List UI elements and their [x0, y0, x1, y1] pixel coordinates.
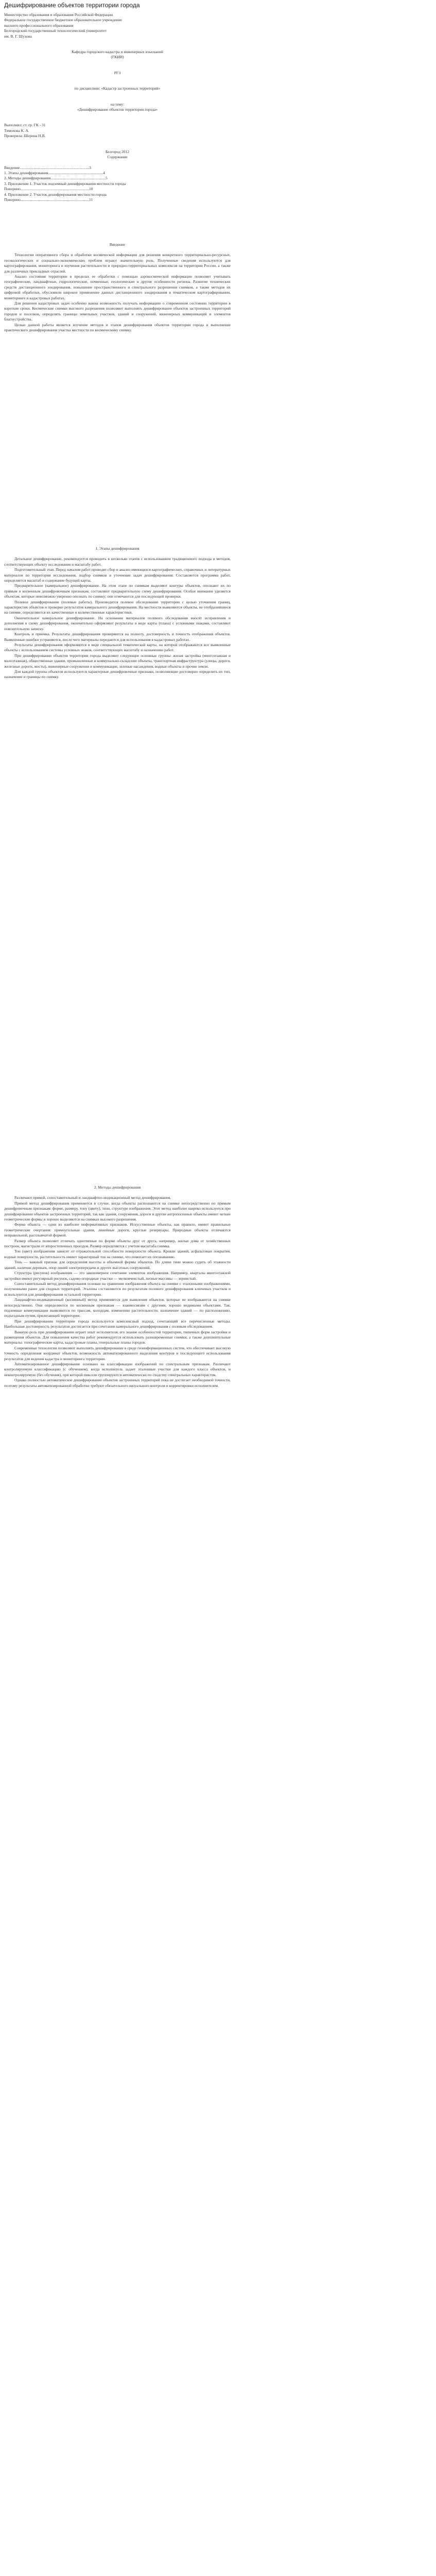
section-2-heading: 2. Методы дешифрирования: [94, 1185, 141, 1190]
section-1-paragraph: Полевое дешифрирование (полевые работы). Производится полевое обследование территории с целью уточнения границ, характеристик объектов и проверки результатов камерального дешифрирования. На местности выявляются объекты, не отобразившиеся на снимке, определяются их качественные и количественные характеристики.: [4, 599, 231, 615]
toc-item: 2. Методы дешифрирования.........................................................5: [4, 176, 108, 181]
section-2-paragraph: Прямой метод дешифрирования применяется в случае, когда объекты распознаются на снимке непосредственно по прямым дешифровочным признакам: форме, размеру, тону (цвету), тени, структуре изображения. Этот метод наиболее широко используется при дешифрировании объектов застроенных территорий, так как здания, сооружения, дороги и другие антропогенные объекты имеют четкие геометрические формы и хорошо выделяются на снимках высокого разрешения.: [4, 1200, 231, 1222]
toc-item: 3. Приложение 1. Участок подземный дешифрирования местности города: [4, 181, 126, 186]
section-2-paragraph: Различают прямой, сопоставительный и ландшафтно-индикационный метод дешифрирования.: [14, 1195, 171, 1200]
section-1-heading: 1. Этапы дешифрирования: [95, 546, 139, 551]
section-2-paragraph: Структура (рисунок) изображения — это закономерное сочетание элементов изображения. Например, кварталы многоэтажной застройки имеют регулярный рисунок, садово-огородные участки — мелкоячеистый, лесные массивы — зернистый.: [4, 1270, 231, 1281]
intro-heading: Введение: [109, 242, 126, 247]
section-1-paragraph: При дешифрировании объектов территории города выделяют следующие основные группы: жилая застройка (многоэтажная и малоэтажная), общественные здания, промышленные и коммунально-складские объекты, транспортная инфраструктура (улицы, дороги, железные дороги, мосты), инженерные сооружения и коммуникации, зеленые насаждения, водные объекты и прочие земли.: [4, 653, 231, 669]
topic-name: «Дешифрирование объектов территории города»: [77, 107, 158, 112]
topic-label: на тему:: [110, 101, 125, 107]
author-group: Выполнил: ст. гр. ГК - 31: [4, 123, 46, 128]
section-1-paragraph: Окончательное камеральное дешифрирование. На основании материалов полевого обследования вносят исправления и дополнения в схему дешифрирования, окончательно оформляют результаты в виде карты (плана) с условными знаками, составляют пояснительную записку.: [4, 615, 231, 631]
department-name: Кафедра городского кадастра и инженерных изысканий: [72, 49, 163, 55]
section-2-paragraph: Форма объекта — один из наиболее информативных признаков. Искусственные объекты, как правило, имеют правильные геометрические очертания: прямоугольные здания, линейные дороги, круглые резервуары. Природные объекты отличаются неправильной, расплывчатой формой.: [4, 1222, 231, 1238]
section-methods: [4, 1185, 231, 1388]
section-1-paragraph: Детальное дешифрирование, рекомендуется проводить в несколько этапов с использованием традиционного подхода и методов, соответствующих объекту исследования и масштабу работ.: [4, 556, 231, 567]
toc-item: 4. Приложение 2. Участок дешифрирования местности города: [4, 192, 107, 197]
page-title: Дешифрирование объектов территории города: [4, 2, 140, 9]
section-2-paragraph: Ландшафтно-индикационный (косвенный) метод применяется для выявления объектов, которые не изображаются на снимке непосредственно. Они определяются по косвенным признакам — взаимосвязям с другими, хорошо видимыми объектами. Так, подземные коммуникации выявляются по трассам, колодцам, изменению растительности; назначение зданий — по расположению, подъездным путям, прилегающей территории.: [4, 1297, 231, 1318]
toc-item: Введение........................................................................3: [4, 165, 91, 170]
intro-paragraph: Технологии оперативного сбора и обработки космической информации для решения конкретного территориально-ресурсных, геоэкологических и социально-экономических проблем играют значительную роль. Полученные сведения используются для картографирования, мониторинга и изучения растительности и природно-территориальных комплексов на территории России, а также для различных прикладных отраслей.: [4, 252, 231, 274]
intro-paragraph: Целью данной работы является изучение методов и этапов дешифрирования объектов территории города и выполнение практического дешифрирования участка местности по космическому снимку.: [4, 322, 231, 333]
section-2-paragraph: Важную роль при дешифрировании играет опыт исполнителя, его знание особенностей территории, типичных форм застройки и размещения объектов. Для повышения качества работ рекомендуется использовать разновременные снимки, а также дополнительные материалы: топографические карты, кадастровые планы, генеральные планы городов.: [4, 1329, 231, 1345]
intro-paragraph: Анализ состояния территории в пределах ее обработки с помощью аэрокосмической информации позволяет учитывать географические, ландшафтные, гидрологические, почвенные, геологические и другие особенности региона. Развитие технических средств дистанционного зондирования, повышение пространственного и спектрального разрешения снимков, а также методов их цифровой обработки, обусловили широкое применение данных дистанционного зондирования в тематическом картографировании, мониторинге и кадастровых работах.: [4, 274, 231, 300]
toc-title: Содержание: [107, 155, 128, 160]
department-abbr: (ГКИИ): [111, 55, 124, 60]
intro-paragraph: Для решения кадастровых задач особенно важна возможность получать информацию о современном состоянии территории в короткие сроки. Космические снимки высокого разрешения позволяют выполнять дешифрирование объектов застроенных территорий городов и поселков, определять границы земельных участков, зданий и сооружений, инженерных коммуникаций и элементов благоустройства.: [4, 301, 231, 322]
section-2-paragraph: Сопоставительный метод дешифрирования основан на сравнении изображения объекта на снимке с эталонными изображениями, полученными ранее для сходных территорий. Эталоны составляются по результатам полевого дешифрирования ключевых участков и используются для дешифрирования остальной территории.: [4, 1281, 231, 1297]
table-of-contents: [4, 165, 231, 203]
author-name: Тимохова К. А.: [4, 128, 29, 133]
introduction-section: [4, 242, 231, 333]
city-year: Белгород 2012: [106, 149, 129, 154]
section-1-paragraph: Результаты дешифрирования оформляются в виде специальной тематической карты, на которой отображаются все выявленные объекты с использованием системы условных знаков, соответствующих масштабу и назначению работ.: [4, 642, 231, 653]
discipline: по дисциплине: «Кадастр застроенных территорий»: [74, 86, 161, 91]
reviewer-name: Проверила: Шерина Н.В.: [4, 133, 46, 139]
document-type: РГЗ: [114, 70, 121, 75]
section-2-paragraph: Автоматизированное дешифрирование основано на классификации изображений по спектральным признакам. Различают контролируемую классификацию (с обучением), когда исполнитель задает эталонные участки для каждого класса объектов, и неконтролируемую (без обучения), при которой пиксели группируются автоматически по сходству спектральных характеристик.: [4, 1362, 231, 1377]
section-1-paragraph: Для каждой группы объектов используются характерные дешифровочные признаки, позволяющие достоверно определить их тип, назначение и границы по снимку.: [4, 669, 231, 680]
section-stages: [4, 546, 231, 680]
section-2-paragraph: Тон (цвет) изображения зависит от отражательной способности поверхности объекта. Кровли зданий, асфальтовые покрытия, водные поверхности, растительность имеют характерный тон на снимке, что помогает их опознаванию.: [4, 1249, 231, 1259]
section-2-paragraph: Однако полностью автоматическое дешифрирование объектов застроенных территорий пока не достигает необходимой точности, поэтому результаты автоматизированной обработки требуют обязательного визуального контроля и корректировки исполнителем.: [4, 1378, 231, 1388]
institution-line: Федеральное государственное бюджетное образовательное учреждение: [4, 18, 123, 23]
toc-item: 1. Этапы дешифрирования.........................................................4: [4, 170, 105, 175]
university-line: Белгородский государственный технологический университет: [4, 28, 107, 33]
education-line: высшего профессионального образования: [4, 23, 74, 28]
section-2-paragraph: При дешифрировании территории города используется комплексный подход, сочетающий все перечисленные методы. Наибольшая достоверность результатов достигается при сочетании камерального дешифрирования с полевым обследованием.: [4, 1318, 231, 1329]
section-2-paragraph: Размер объекта позволяет отличать однотипные по форме объекты друг от друга, например, жилые дома от хозяйственных построек, магистрали от второстепенных проездов. Размер определяется с учетом масштаба снимка.: [4, 1238, 231, 1249]
section-1-paragraph: Подготовительный этап. Перед началом работ проводят сбор и анализ имеющихся картографических, справочных и литературных материалов по территории исследования, подбор снимков и уточнение задач дешифрирования. Составляется программа работ, определяется масштаб и содержание будущей карты.: [4, 567, 231, 583]
section-2-paragraph: Тень — важный признак для определения высоты и объемной формы объектов. По длине тени можно судить об этажности зданий, наличии деревьев, опор линий электропередачи и других высотных сооружений.: [4, 1260, 231, 1270]
toc-item: Поворино.......................................................................11: [4, 197, 93, 202]
section-1-paragraph: Контроль и приемка. Результаты дешифрирования проверяются на полноту, достоверность и точность отображения объектов. Выявленные ошибки устраняются, после чего материалы передаются для использования в кадастровых работах.: [4, 632, 231, 642]
toc-item: Поворино.......................................................................10: [4, 187, 93, 192]
title-page: [4, 12, 231, 202]
university-name-line: им. В. Г. Шухова: [4, 33, 32, 39]
section-1-paragraph: Предварительное (камеральное) дешифрирование. На этом этапе по снимкам выделяют контуры объектов, опознают их по прямым и косвенным дешифровочным признакам, составляют предварительную схему дешифрирования. Особое внимание уделяется объектам, которые невозможно уверенно опознать по снимку; они отмечаются для последующей проверки.: [4, 583, 231, 599]
section-2-paragraph: Современные технологии позволяют выполнять дешифрирование в среде геоинформационных систем, что обеспечивает высокую точность определения координат объектов, возможность автоматизированного выделения контуров и последующего использования результатов для ведения кадастра и мониторинга территории.: [4, 1345, 231, 1361]
ministry-line: Министерство образования и образования Российской Федерации: [4, 12, 113, 17]
